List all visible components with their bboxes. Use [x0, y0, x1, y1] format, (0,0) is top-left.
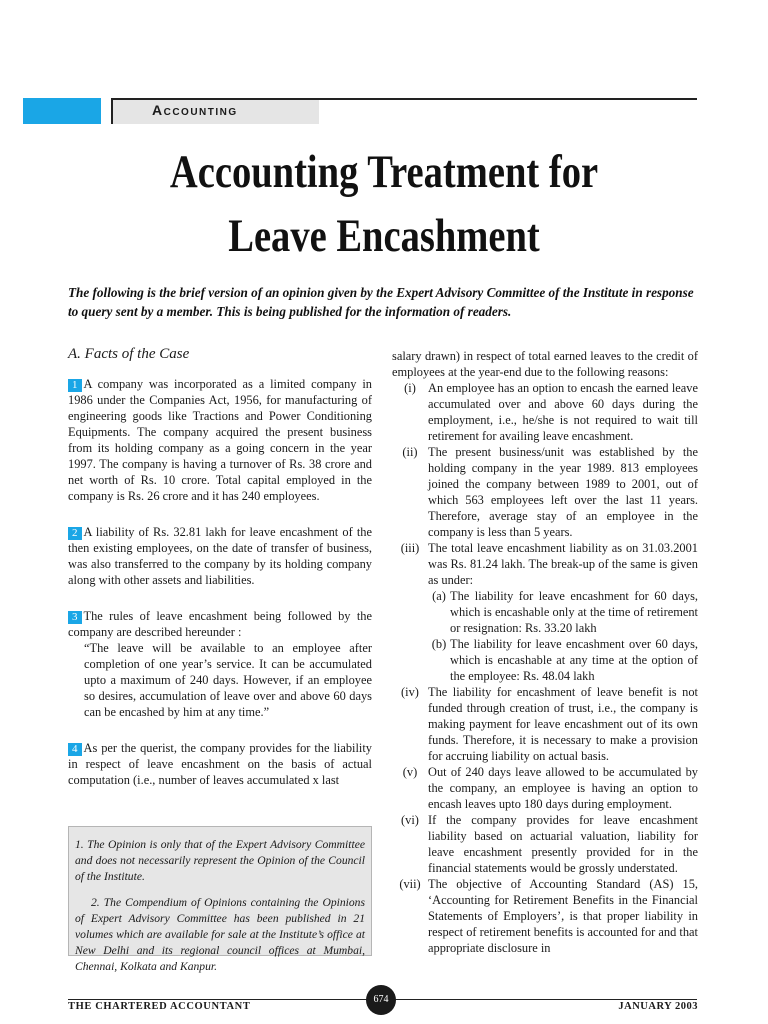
- note-1: 1. The Opinion is only that of the Expert Advisory Committee and does not necessarily represent the Opinion of the Council of the Institute.: [75, 838, 365, 883]
- note-2: 2. The Compendium of Opinions containing the Opinions of Expert Advisory Committee has been published in 21 volumes which are available for sale at the Institute’s office at New Delhi and its regional council offices at Mumbai, Chennai, Kolkata and Kanpur.: [75, 896, 365, 973]
- sub-item: (b) The liability for leave encashment over 60 days, which is encashable at any time at the option of the employee: Rs. 48.04 lakh: [431, 637, 698, 683]
- breakup-list: [428, 588, 698, 684]
- paragraph-number: 4: [68, 743, 82, 756]
- continued-text: salary drawn) in respect of total earned leaves to the credit of employees at the year-end due to the following reasons:: [392, 349, 698, 379]
- page-title: Accounting Treatment for Leave Encashment: [169, 146, 599, 262]
- paragraph-3: 3 The rules of leave encashment being followed by the company are described hereunder :: [68, 609, 372, 639]
- paragraph-number: 3: [68, 611, 82, 624]
- reasons-list: [392, 380, 698, 956]
- disclaimer-note: [68, 826, 372, 973]
- quote-block: “The leave will be available to an employee after completion of one year’s service. It can be accumulated upto a maximum of 240 days. However, if an employee so desires, accumulation of leave over and above 60 days can be encashed by him at any time.”: [84, 641, 372, 719]
- list-item: (v) Out of 240 days leave allowed to be accumulated by the company, an employee is having an option to encash leaves upto 180 days during employment.: [402, 765, 698, 811]
- list-item: (iii) The total leave encashment liability as on 31.03.2001 was Rs. 81.24 lakh. The break-up of the same is given as under: (a) The liability for leave encashment for 60 days, which is encashable only at the time of retirement or resignation: Rs. 33.20 lakh (b) The liability for leave encashment over 60 days, which is encashable at any time at the option of the employee: Rs. 48.04 lakh: [400, 541, 698, 683]
- page-number: 674: [366, 985, 396, 1015]
- left-column: [68, 346, 372, 808]
- right-column: [392, 348, 698, 956]
- publication-name: THE CHARTERED ACCOUNTANT: [68, 1001, 251, 1012]
- header-rule: [111, 98, 697, 100]
- sub-item: (a) The liability for leave encashment for 60 days, which is encashable only at the time of retirement or resignation: Rs. 33.20 lakh: [432, 589, 698, 635]
- list-item: (i) An employee has an option to encash the earned leave accumulated over and above 60 days during the employment, i.e., he/she is not required to wait till retirement for availing leave encashment.: [404, 381, 698, 443]
- header-accent-block: [23, 98, 101, 124]
- section-label: Accounting: [152, 102, 238, 118]
- paragraph-2: 2 A liability of Rs. 32.81 lakh for leave encashment of the then existing employees, on the date of transfer of business, was also transferred to the company by its holding company along with other assets and liabilities.: [68, 525, 372, 587]
- section-heading: A. Facts of the Case: [68, 346, 190, 362]
- list-item: (vii) The objective of Accounting Standard (AS) 15, ‘Accounting for Retirement Benefits in the Financial Statements of Employers’, is that proper liability in respect of retirement benefits is accounted for and that appropriate disclosure in: [399, 877, 698, 955]
- paragraph-number: 1: [68, 379, 82, 392]
- paragraph-4: 4 As per the querist, the company provides for the liability in respect of leave encashment on the basis of actual computation (i.e., number of leaves accumulated x last: [68, 741, 372, 787]
- list-item: (vi) If the company provides for leave encashment liability based on actuarial valuation, liability for leave encashment presently provided for in the financial statements would be grossly understated.: [401, 813, 698, 875]
- paragraph-1: 1 A company was incorporated as a limited company in 1986 under the Companies Act, 1956, for manufacturing of engineering goods like Tractions and Power Conditioning Equipments. The company acquired the present business from its holding company as a going concern in the year 1997. The company is having a turnover of Rs. 38 crore and net worth of Rs. 10 crore. Total capital employed in the company is Rs. 26 crore and it has 240 employees.: [68, 377, 372, 503]
- issue-date: JANUARY 2003: [618, 1001, 698, 1012]
- list-item: (ii) The present business/unit was established by the holding company in the year 1989. 813 employees joined the company between 1989 to 2001, out of which 563 employees left over the last 11 years. Therefore, average stay of an employee in the company is less than 5 years.: [402, 445, 698, 539]
- list-item: (iv) The liability for encashment of leave benefit is not funded through creation of trust, i.e., the company is making payment for leave encashment out of its own funds. Therefore, it is necessary to make a provision for accruing liability on actual basis.: [401, 685, 698, 763]
- intro-paragraph: The following is the brief version of an opinion given by the Expert Advisory Committee of the Institute in response to query sent by a member. This is being published for the information of readers.: [68, 285, 694, 319]
- paragraph-number: 2: [68, 527, 82, 540]
